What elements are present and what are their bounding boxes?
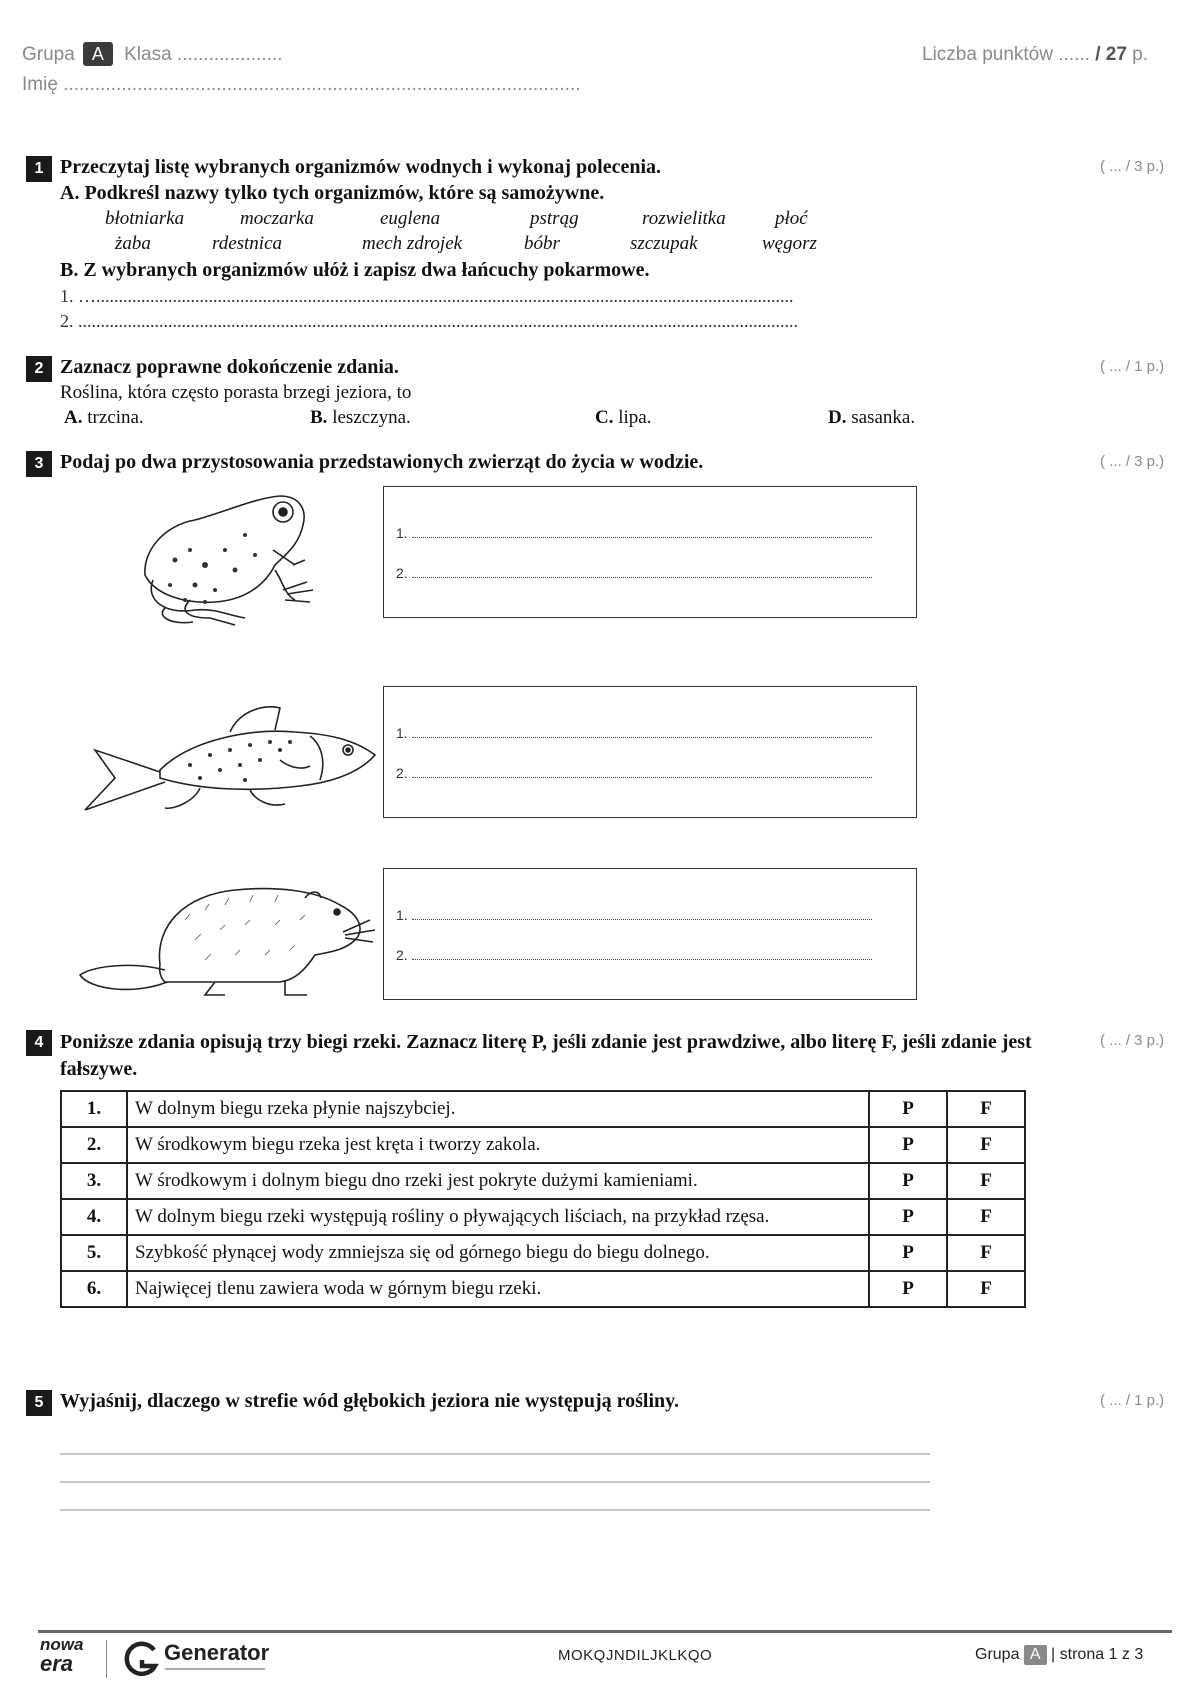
option-letter: D. — [828, 407, 847, 428]
false-option[interactable]: F — [947, 1091, 1025, 1127]
frog-illustration — [135, 490, 320, 630]
option-text: trzcina. — [87, 407, 144, 428]
true-option[interactable]: P — [869, 1199, 947, 1235]
true-option[interactable]: P — [869, 1127, 947, 1163]
false-option[interactable]: F — [947, 1199, 1025, 1235]
true-option[interactable]: P — [869, 1271, 947, 1307]
task-number-4: 4 — [26, 1030, 52, 1056]
table-row — [61, 1127, 1025, 1163]
writing-line[interactable] — [60, 1481, 930, 1483]
line-number: 1. — [396, 725, 408, 741]
task3-points: ( ... / 3 p.) — [1100, 453, 1165, 470]
organism[interactable]: szczupak — [630, 233, 698, 254]
row-number: 1. — [61, 1091, 127, 1127]
table-row — [61, 1235, 1025, 1271]
writing-line[interactable] — [60, 1453, 930, 1455]
answer-line[interactable] — [396, 565, 872, 581]
footer-group-badge: A — [1024, 1645, 1047, 1665]
task-number-5: 5 — [26, 1390, 52, 1416]
option-d[interactable] — [828, 407, 915, 429]
task5-title: Wyjaśnij, dlaczego w strefie wód głębokich jeziora nie występują rośliny. — [60, 1390, 680, 1412]
line-number: 2. — [396, 765, 408, 781]
footer-group-label: Grupa — [975, 1646, 1020, 1663]
answer-line-1[interactable]: 1. …........................................................................................................................................................... — [60, 286, 794, 306]
task3-title: Podaj po dwa przystosowania przedstawionych zwierząt do życia w wodzie. — [60, 451, 704, 473]
organism[interactable]: węgorz — [762, 233, 817, 254]
row-number: 5. — [61, 1235, 127, 1271]
class-field[interactable]: Klasa .................... — [124, 44, 283, 65]
footer-page-info — [975, 1645, 1143, 1665]
beaver-answer-box — [383, 868, 917, 1000]
statement: Najwięcej tlenu zawiera woda w górnym biegu rzeki. — [127, 1271, 869, 1307]
option-text: sasanka. — [851, 407, 916, 428]
table-row — [61, 1163, 1025, 1199]
row-number: 3. — [61, 1163, 127, 1199]
points-total — [922, 44, 1148, 66]
false-option[interactable]: F — [947, 1127, 1025, 1163]
option-text: leszczyna. — [332, 407, 411, 428]
option-b[interactable] — [310, 407, 411, 429]
row-number: 4. — [61, 1199, 127, 1235]
beaver-illustration — [75, 870, 375, 1000]
line-number: 2. — [396, 565, 408, 581]
group-label: Grupa — [22, 44, 75, 65]
statement: W środkowym biegu rzeka jest kręta i tworzy zakola. — [127, 1127, 869, 1163]
points-suffix: p. — [1126, 44, 1149, 65]
line-number: 1. — [396, 907, 408, 923]
option-letter: B. — [310, 407, 328, 428]
line-number: 1. — [396, 525, 408, 541]
writing-line[interactable] — [60, 1509, 930, 1511]
page-number: | strona 1 z 3 — [1051, 1646, 1144, 1663]
task1-partA: A. Podkreśl nazwy tylko tych organizmów, które są samożywne. — [60, 182, 605, 204]
header-group — [22, 42, 283, 66]
task1-title: Przeczytaj listę wybranych organizmów wodnych i wykonaj polecenia. — [60, 156, 662, 178]
answer-line[interactable] — [396, 947, 872, 963]
statement: Szybkość płynącej wody zmniejsza się od górnego biegu do biegu dolnego. — [127, 1235, 869, 1271]
line-number: 2. — [396, 947, 408, 963]
logo-text: era — [40, 1651, 74, 1676]
statement: W dolnym biegu rzeka płynie najszybciej. — [127, 1091, 869, 1127]
fish-answer-box — [383, 686, 917, 818]
organism[interactable]: błotniarka — [105, 208, 185, 229]
task2-stem: Roślina, która często porasta brzegi jeziora, to — [60, 382, 412, 403]
task-number-1: 1 — [26, 156, 52, 182]
organism[interactable]: rozwielitka — [642, 208, 726, 229]
generator-g-icon — [122, 1640, 160, 1678]
option-a[interactable] — [64, 407, 144, 429]
logo-text: nowa — [40, 1635, 84, 1654]
statement: W dolnym biegu rzeki występują rośliny o pływających liściach, na przykład rzęsa. — [127, 1199, 869, 1235]
organism[interactable]: mech zdrojek — [362, 233, 463, 254]
organism[interactable]: płoć — [775, 208, 808, 229]
answer-line-2[interactable]: 2. ................................................................................................................................................................ — [60, 311, 798, 331]
true-false-table — [60, 1090, 1026, 1308]
generator-logo-text: Generator — [164, 1640, 270, 1665]
true-option[interactable]: P — [869, 1235, 947, 1271]
task1-points: ( ... / 3 p.) — [1100, 158, 1165, 175]
logo-subtitle-line — [165, 1668, 265, 1670]
task4-title: Poniższe zdania opisują trzy biegi rzeki. Zaznacz literę P, jeśli zdanie jest prawdziwe, albo literę F, jeśli zdanie jest fałszywe. — [60, 1031, 1032, 1080]
task2-title: Zaznacz poprawne dokończenie zdania. — [60, 356, 399, 378]
statement: W środkowym i dolnym biegu dno rzeki jest pokryte dużymi kamieniami. — [127, 1163, 869, 1199]
task1-partB: B. Z wybranych organizmów ułóż i zapisz dwa łańcuchy pokarmowe. — [60, 259, 650, 281]
task-number-3: 3 — [26, 451, 52, 477]
task-number-2: 2 — [26, 356, 52, 382]
organism[interactable]: żaba — [115, 233, 151, 254]
false-option[interactable]: F — [947, 1271, 1025, 1307]
organism[interactable]: euglena — [380, 208, 441, 229]
organism[interactable]: bóbr — [524, 233, 560, 254]
frog-answer-box — [383, 486, 917, 618]
name-field[interactable]: Imię .................................................................................................. — [22, 74, 581, 95]
answer-line[interactable] — [396, 725, 872, 741]
logo-separator — [106, 1640, 107, 1678]
task2-points: ( ... / 1 p.) — [1100, 358, 1165, 375]
answer-line[interactable] — [396, 765, 872, 781]
table-row — [61, 1199, 1025, 1235]
organism[interactable]: pstrąg — [530, 208, 579, 229]
row-number: 6. — [61, 1271, 127, 1307]
option-text: lipa. — [618, 407, 652, 428]
task4-points: ( ... / 3 p.) — [1100, 1032, 1165, 1049]
option-letter: A. — [64, 407, 83, 428]
true-option[interactable]: P — [869, 1091, 947, 1127]
false-option[interactable]: F — [947, 1235, 1025, 1271]
option-c[interactable] — [595, 407, 651, 429]
points-max: / 27 — [1095, 44, 1127, 65]
organism[interactable]: rdestnica — [212, 233, 283, 254]
table-row — [61, 1271, 1025, 1307]
document-code: MOKQJNDILJKLKQO — [558, 1647, 713, 1664]
footer-divider — [38, 1630, 1172, 1633]
table-row — [61, 1091, 1025, 1127]
answer-line[interactable] — [396, 525, 872, 541]
task5-points: ( ... / 1 p.) — [1100, 1392, 1165, 1409]
group-badge: A — [83, 42, 113, 66]
organism[interactable]: moczarka — [240, 208, 314, 229]
nowa-era-logo — [40, 1636, 100, 1682]
true-option[interactable]: P — [869, 1163, 947, 1199]
option-letter: C. — [595, 407, 614, 428]
points-label: Liczba punktów ...... — [922, 44, 1096, 65]
false-option[interactable]: F — [947, 1163, 1025, 1199]
row-number: 2. — [61, 1127, 127, 1163]
fish-illustration — [80, 700, 380, 835]
answer-line[interactable] — [396, 907, 872, 923]
